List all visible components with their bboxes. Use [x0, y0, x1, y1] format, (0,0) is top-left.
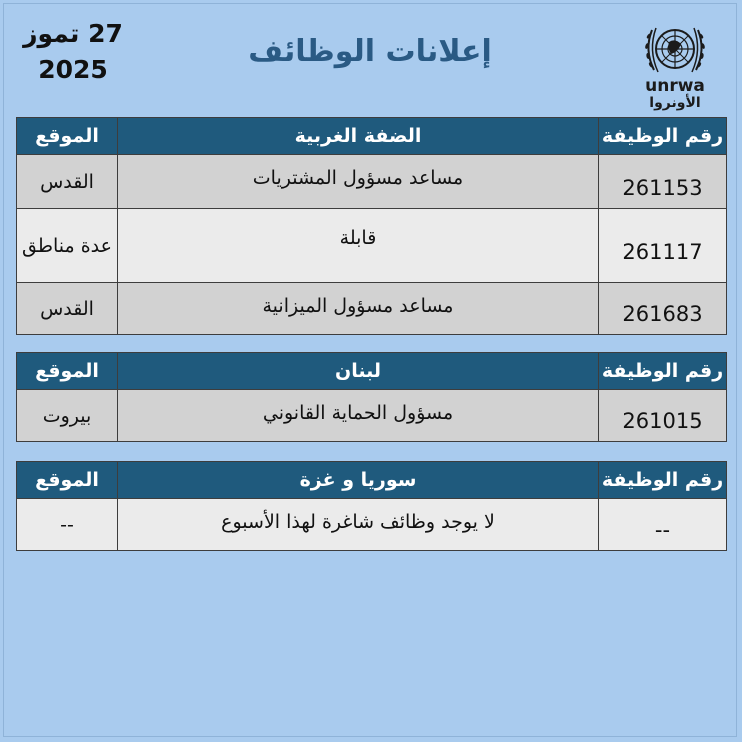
job-number: 261153 — [599, 155, 727, 209]
logo-wordmark-arabic: الأونروا — [649, 95, 701, 111]
table-row — [17, 499, 727, 551]
job-location: بيروت — [17, 390, 118, 442]
date-year: 2025 — [38, 55, 108, 84]
table-row — [17, 390, 727, 442]
table-header-row — [17, 462, 727, 499]
col-header-location: الموقع — [17, 118, 118, 155]
job-number: 261117 — [599, 209, 727, 283]
job-position: مسؤول الحماية القانوني — [118, 390, 599, 442]
job-position: لا يوجد وظائف شاغرة لهذا الأسبوع — [118, 499, 599, 551]
job-position: مساعد مسؤول المشتريات — [118, 155, 599, 209]
job-location: القدس — [17, 283, 118, 335]
table-row — [17, 283, 727, 335]
col-header-job-number: رقم الوظيفة — [599, 353, 727, 390]
jobs-table-syria-gaza — [16, 461, 727, 551]
date-day-month: 27 تموز — [23, 19, 123, 48]
table-header-row — [17, 118, 727, 155]
page-title: إعلانات الوظائف — [248, 34, 492, 69]
col-header-region: الضفة الغربية — [118, 118, 599, 155]
job-position: مساعد مسؤول الميزانية — [118, 283, 599, 335]
job-number: 261015 — [599, 390, 727, 442]
job-location: عدة مناطق — [17, 209, 118, 283]
table-row — [17, 155, 727, 209]
jobs-table-lebanon — [16, 352, 727, 442]
col-header-location: الموقع — [17, 462, 118, 499]
table-header-row — [17, 353, 727, 390]
job-location: القدس — [17, 155, 118, 209]
job-location: -- — [17, 499, 118, 551]
col-header-region: لبنان — [118, 353, 599, 390]
col-header-job-number: رقم الوظيفة — [599, 462, 727, 499]
job-position: قابلة — [118, 209, 599, 283]
logo-wordmark: unrwa — [645, 76, 705, 96]
col-header-region: سوريا و غزة — [118, 462, 599, 499]
un-emblem-icon — [640, 20, 710, 80]
col-header-job-number: رقم الوظيفة — [599, 118, 727, 155]
announcement-date — [18, 16, 128, 88]
unrwa-logo — [630, 20, 720, 112]
job-number: -- — [599, 499, 727, 551]
col-header-location: الموقع — [17, 353, 118, 390]
job-number: 261683 — [599, 283, 727, 335]
table-row — [17, 209, 727, 283]
jobs-table-west-bank — [16, 117, 727, 335]
